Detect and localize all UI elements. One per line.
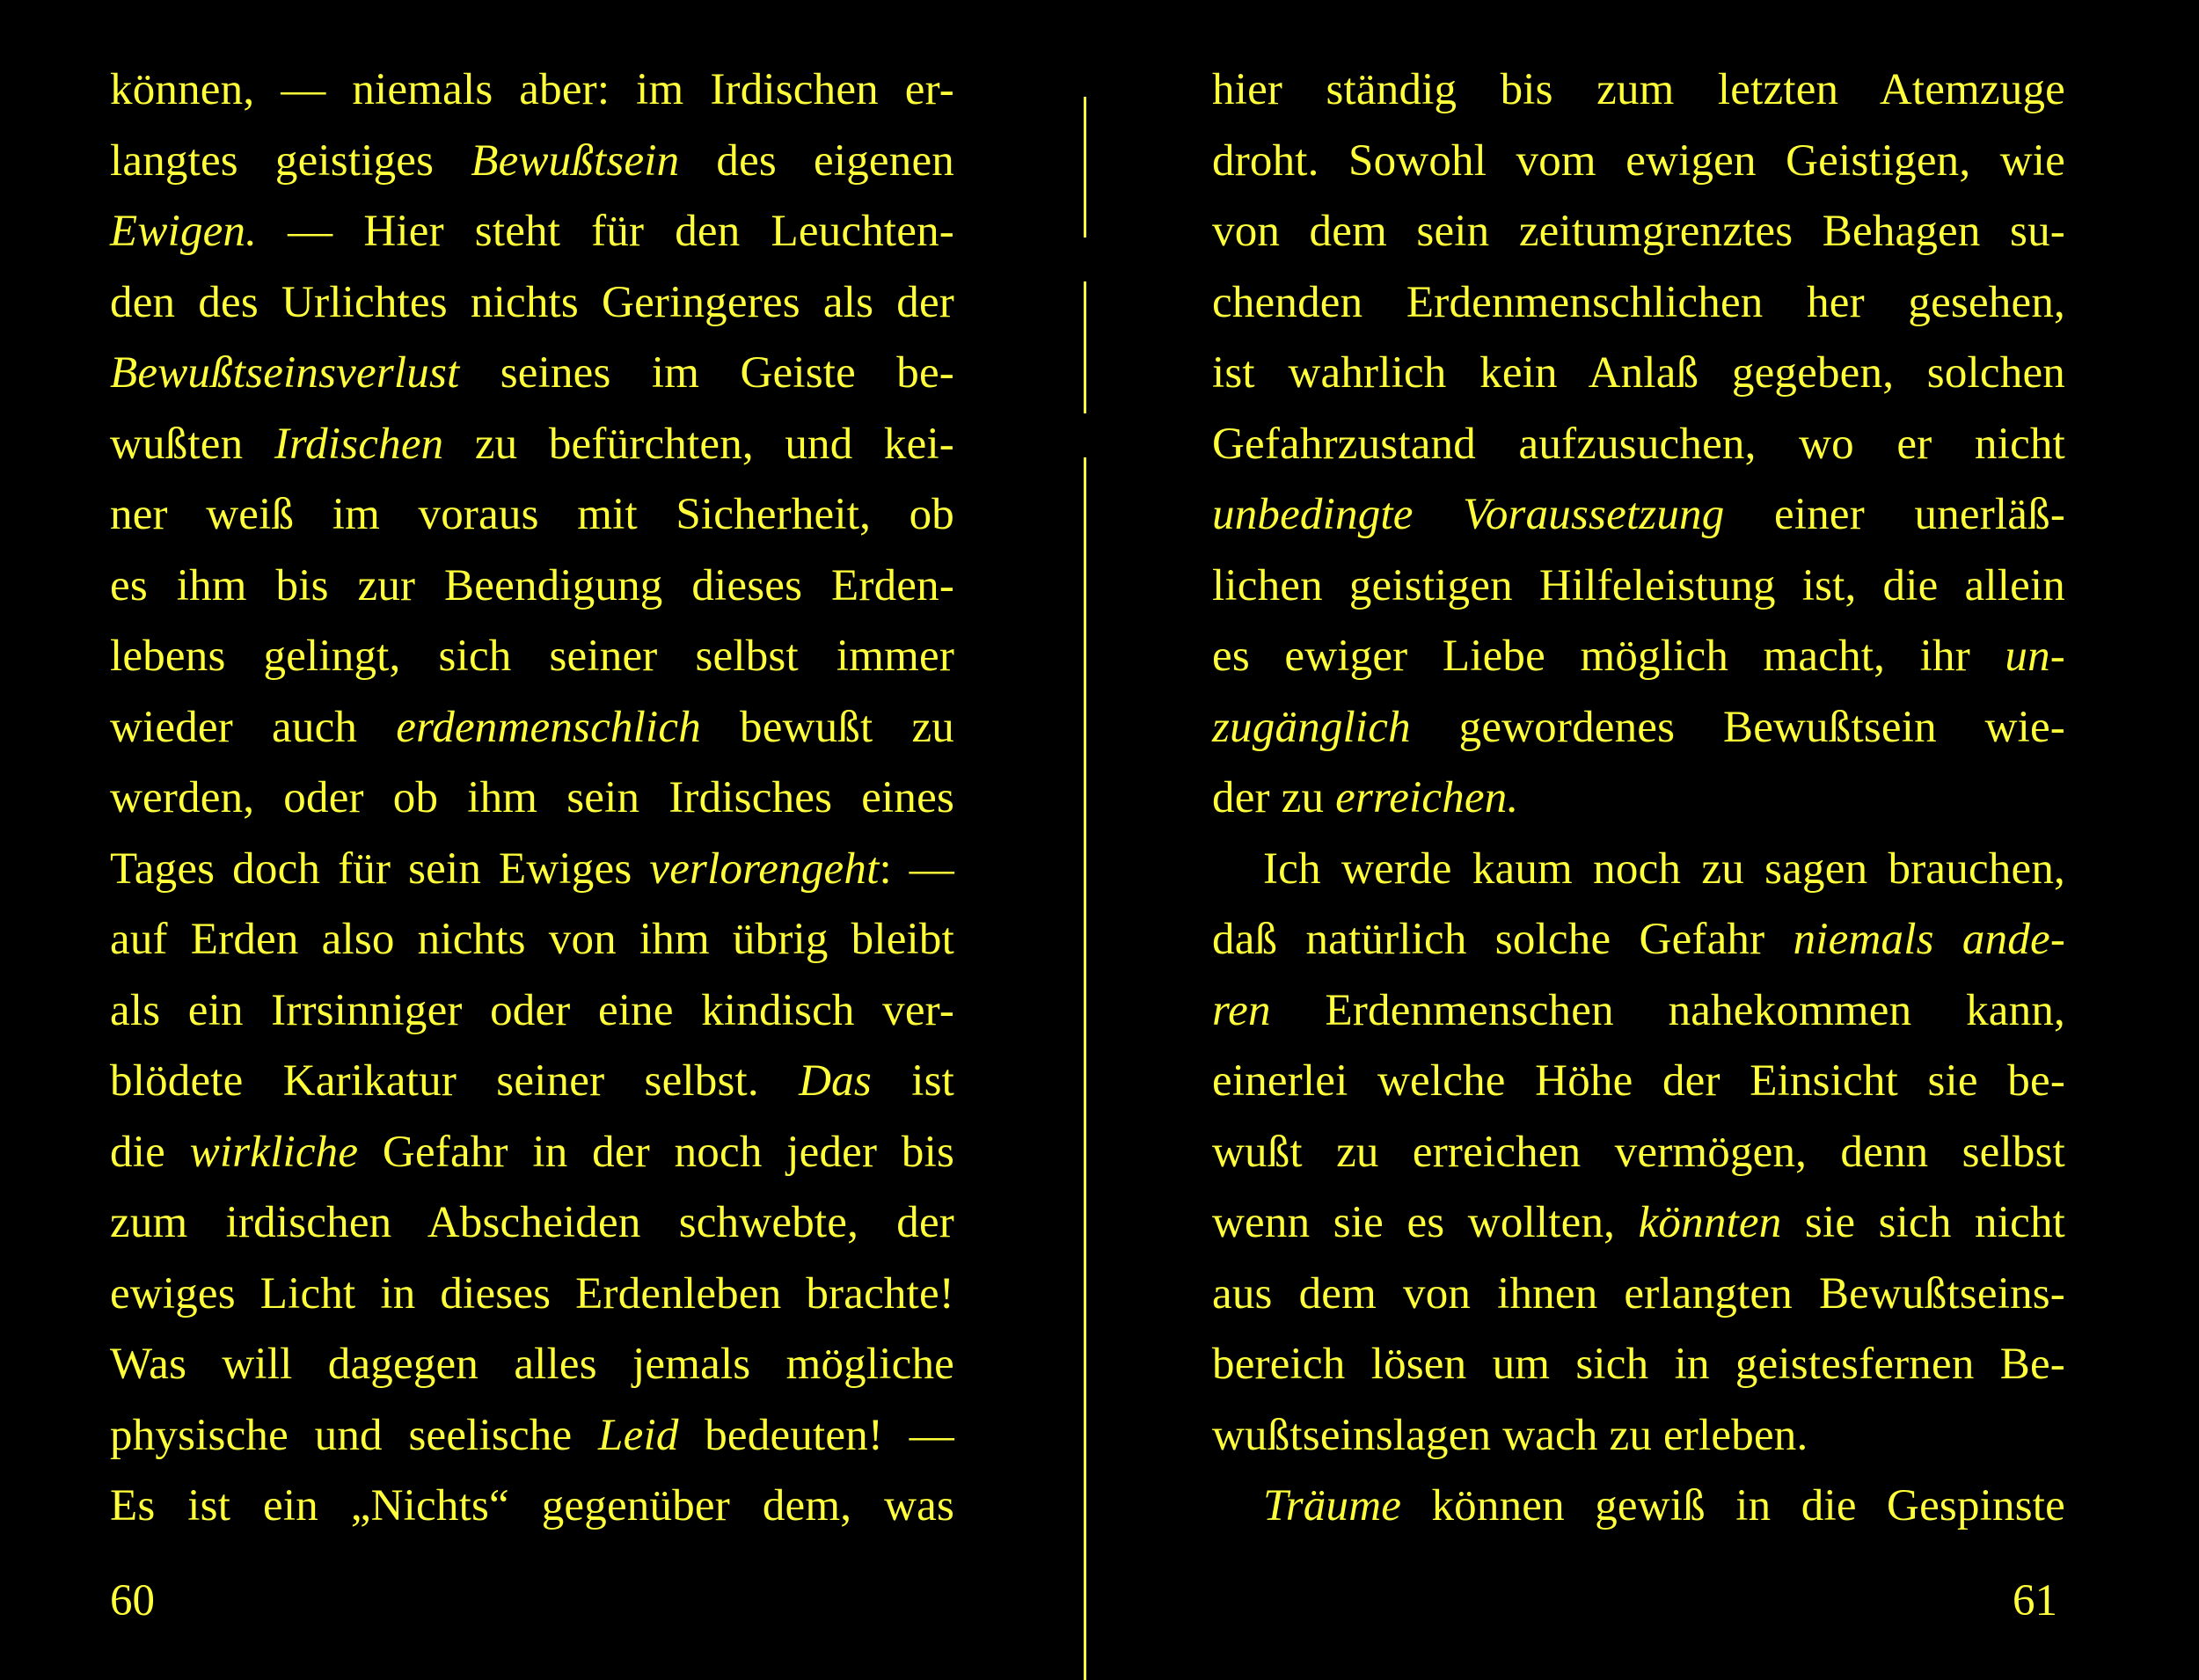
text-line [110,621,954,692]
text-line [1212,975,2065,1047]
text-run: Es ist ein „Nichts“ gegenüber dem, was [110,1481,954,1530]
text-line [1212,126,2065,197]
italic-text: verlorengeht [649,844,880,894]
text-line [1212,551,2065,622]
text-run: Erdenmenschen nahekommen kann, [1270,985,2065,1035]
text-run: von dem sein zeitumgrenztes Behagen su- [1212,207,2065,256]
text-line [110,763,954,834]
italic-text: unbedingte Voraussetzung [1212,490,1725,539]
text-run: lebens gelingt, sich seiner selbst immer [110,632,954,681]
text-run: werden, oder ob ihm sein Irdisches eines [110,773,954,822]
text-run: einer unerläß- [1724,490,2066,539]
text-run: droht. Sowohl vom ewigen Geistigen, wie [1212,135,2065,186]
italic-text: Leid [598,1410,679,1460]
text-run: daß natürlich solche Gefahr [1212,915,1794,964]
text-run: aus dem von ihnen erlangten Bewußtseins- [1212,1268,2065,1318]
text-line [1212,1046,2065,1117]
text-run: blödete Karikatur seiner selbst. [110,1056,800,1106]
text-line [1212,1187,2065,1259]
text-run: können gewiß in die Gespinste [1401,1481,2065,1530]
text-run: zum irdischen Abscheiden schwebte, der [110,1198,954,1247]
text-line [110,55,954,126]
italic-text: niemals ande- [1793,915,2066,964]
text-line [110,1187,954,1259]
text-run: ewiges Licht in dieses Erdenleben brachte! [110,1268,954,1318]
text-run: es ihm bis zur Beendigung dieses Erden- [110,560,954,610]
text-line [1212,904,2065,975]
text-run: Gefahrzustand aufzusuchen, wo er nicht [1212,419,2065,469]
italic-text: erreichen. [1335,773,1519,822]
text-line [110,126,954,197]
text-run: — Hier steht für den Leuchten- [257,207,954,256]
italic-text: zugänglich [1212,702,1411,752]
text-line [110,479,954,551]
text-line [110,1259,954,1330]
italic-text: un- [2005,632,2065,681]
italic-text: erdenmenschlich [396,702,701,752]
italic-text: Bewußtseinsverlust [110,348,460,398]
gutter-line-middle [1084,281,1086,413]
text-run: wußtseinslagen wach zu erleben. [1212,1410,1808,1460]
text-run: Was will dagegen alles jemals mögliche [110,1340,954,1389]
text-line [110,1471,954,1542]
italic-text: Ewigen. [110,207,258,256]
text-line [1212,1400,2065,1472]
text-run: Tages doch für sein Ewiges [110,844,650,894]
text-run: zu befürchten, und kei- [443,419,954,469]
text-run: : — [879,844,954,894]
text-run: hier ständig bis zum letzten Atemzuge [1212,65,2065,114]
text-line [1212,692,2065,763]
italic-text: wirkliche [189,1127,359,1177]
text-line [110,267,954,339]
text-line [1212,338,2065,409]
text-run: langtes geistiges [110,135,471,186]
text-run: wußt zu erreichen vermögen, denn selbst [1212,1127,2065,1177]
italic-text: ren [1212,985,1271,1035]
text-line [1212,763,2065,834]
text-run: physische und seelische [110,1410,599,1460]
text-line [1212,267,2065,339]
text-line [110,338,954,409]
italic-text: Irdischen [274,419,444,469]
text-line [1212,409,2065,480]
text-line [1212,1329,2065,1400]
text-run: ist wahrlich kein Anlaß gegeben, solchen [1212,348,2065,398]
text-line [110,196,954,267]
right-page-text [1212,55,2065,1542]
text-line [1212,621,2065,692]
text-line [110,1329,954,1400]
text-run: der zu [1212,773,1336,822]
text-line [110,1117,954,1188]
text-run: bewußt zu [700,702,954,752]
text-run: auf Erden also nichts von ihm übrig bleibt [110,915,954,964]
text-line [110,904,954,975]
italic-text: Träume [1263,1481,1402,1530]
text-run: können, — niemals aber: im Irdischen er- [110,65,954,114]
text-run: einerlei welche Höhe der Einsicht sie be- [1212,1056,2065,1106]
text-run: Ich werde kaum noch zu sagen brauchen, [1263,844,2065,894]
text-line [1212,1117,2065,1188]
text-line [110,692,954,763]
left-page-text [110,55,954,1542]
text-run: lichen geistigen Hilfeleistung ist, die allein [1212,560,2065,610]
text-line [110,975,954,1047]
text-line [1212,196,2065,267]
text-line [110,1400,954,1472]
text-run: bedeuten! — [678,1410,955,1460]
text-line [110,409,954,480]
text-run: wieder auch [110,702,397,752]
text-run: es ewiger Liebe möglich macht, ihr [1212,632,2005,681]
italic-text: Bewußtsein [471,135,680,186]
text-run: Gefahr in der noch jeder bis [358,1127,954,1177]
text-run: sie sich nicht [1781,1198,2066,1247]
text-run: ist [871,1056,954,1106]
text-run: des eigenen [679,135,954,186]
text-line [1212,1259,2065,1330]
text-run: ner weiß im voraus mit Sicherheit, ob [110,490,954,539]
gutter-line-upper [1084,97,1086,237]
text-line [1212,55,2065,126]
italic-text: könnten [1638,1198,1782,1247]
text-run: gewordenes Bewußtsein wie- [1410,702,2065,752]
text-line [1212,479,2065,551]
text-run: als ein Irrsinniger oder eine kindisch ver- [110,985,954,1035]
text-run: wußten [110,419,274,469]
text-run: die [110,1127,190,1177]
italic-text: Das [799,1056,872,1106]
text-line [110,834,954,905]
text-line [1212,1471,2065,1542]
text-run: bereich lösen um sich in geistesfernen Be- [1212,1340,2065,1389]
gutter-line-lower [1084,457,1086,1680]
text-line [110,551,954,622]
text-run: wenn sie es wollten, [1212,1198,1639,1247]
text-run: chenden Erdenmenschlichen her gesehen, [1212,277,2065,327]
text-line [1212,834,2065,905]
text-line [110,1046,954,1117]
text-run: den des Urlichtes nichts Geringeres als der [110,277,954,327]
left-page-number: 60 [110,1576,155,1625]
text-run: seines im Geiste be- [459,348,954,398]
right-page-number: 61 [2013,1576,2057,1625]
